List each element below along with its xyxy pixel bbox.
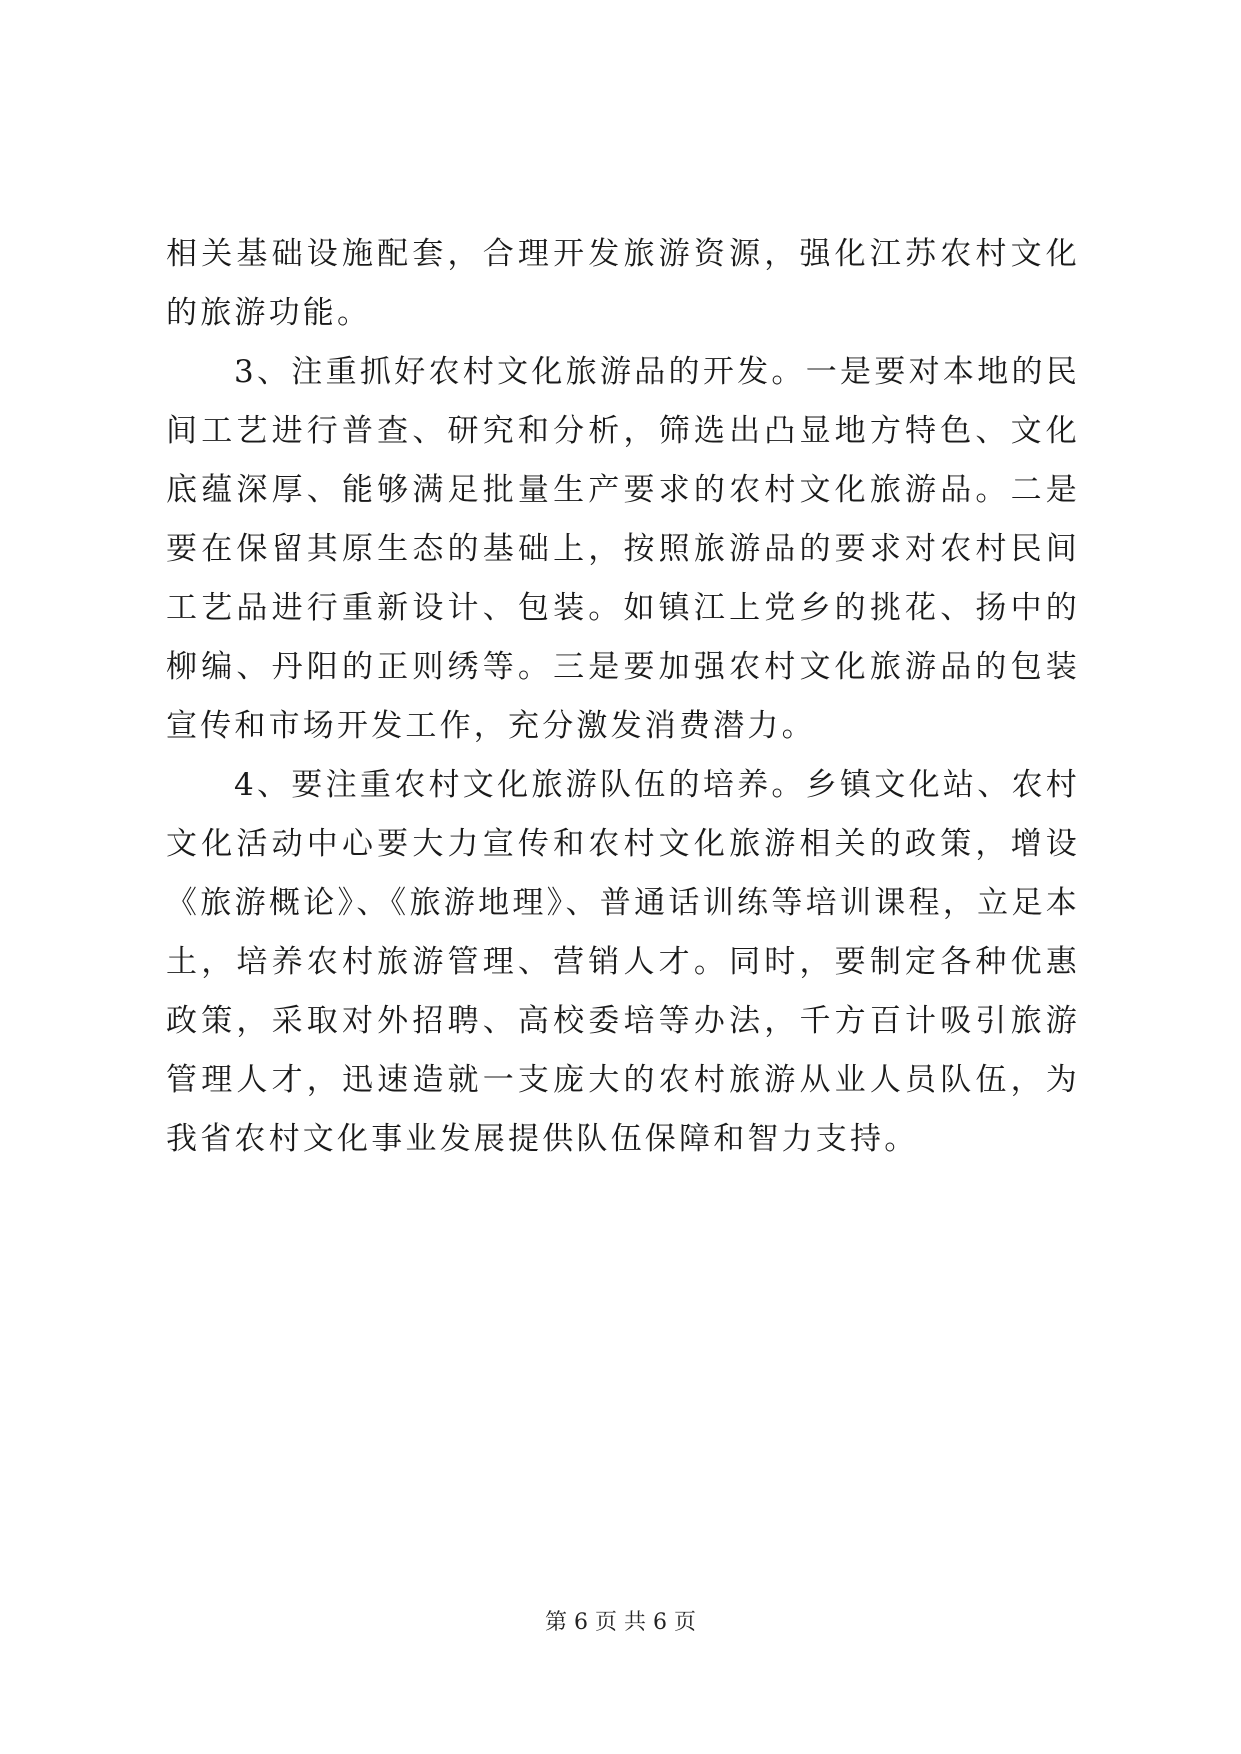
paragraph-item-4: 4、要注重农村文化旅游队伍的培养。乡镇文化站、农村文化活动中心要大力宣传和农村文化旅游相关的政策，增设《旅游概论》、《旅游地理》、普通话训练等培训课程，立足本土，培养农村旅游管理、营销人才。同时，要制定各种优惠政策，采取对外招聘、高校委培等办法，千方百计吸引旅游管理人才，迅速造就一支庞大的农村旅游从业人员队伍，为我省农村文化事业发展提供队伍保障和智力支持。 [166,767,1080,1157]
paragraph-continuation: 相关基础设施配套，合理开发旅游资源，强化江苏农村文化的旅游功能。 [166,236,1080,331]
document-body [166,225,1080,1169]
paragraph-item-3: 3、注重抓好农村文化旅游品的开发。一是要对本地的民间工艺进行普查、研究和分析，筛选出凸显地方特色、文化底蕴深厚、能够满足批量生产要求的农村文化旅游品。二是要在保留其原生态的基础上，按照旅游品的要求对农村民间工艺品进行重新设计、包装。如镇江上党乡的挑花、扬中的柳编、丹阳的正则绣等。三是要加强农村文化旅游品的包装宣传和市场开发工作，充分激发消费潜力。 [166,354,1080,744]
page-footer: 第 6 页 共 6 页 [545,1610,696,1635]
